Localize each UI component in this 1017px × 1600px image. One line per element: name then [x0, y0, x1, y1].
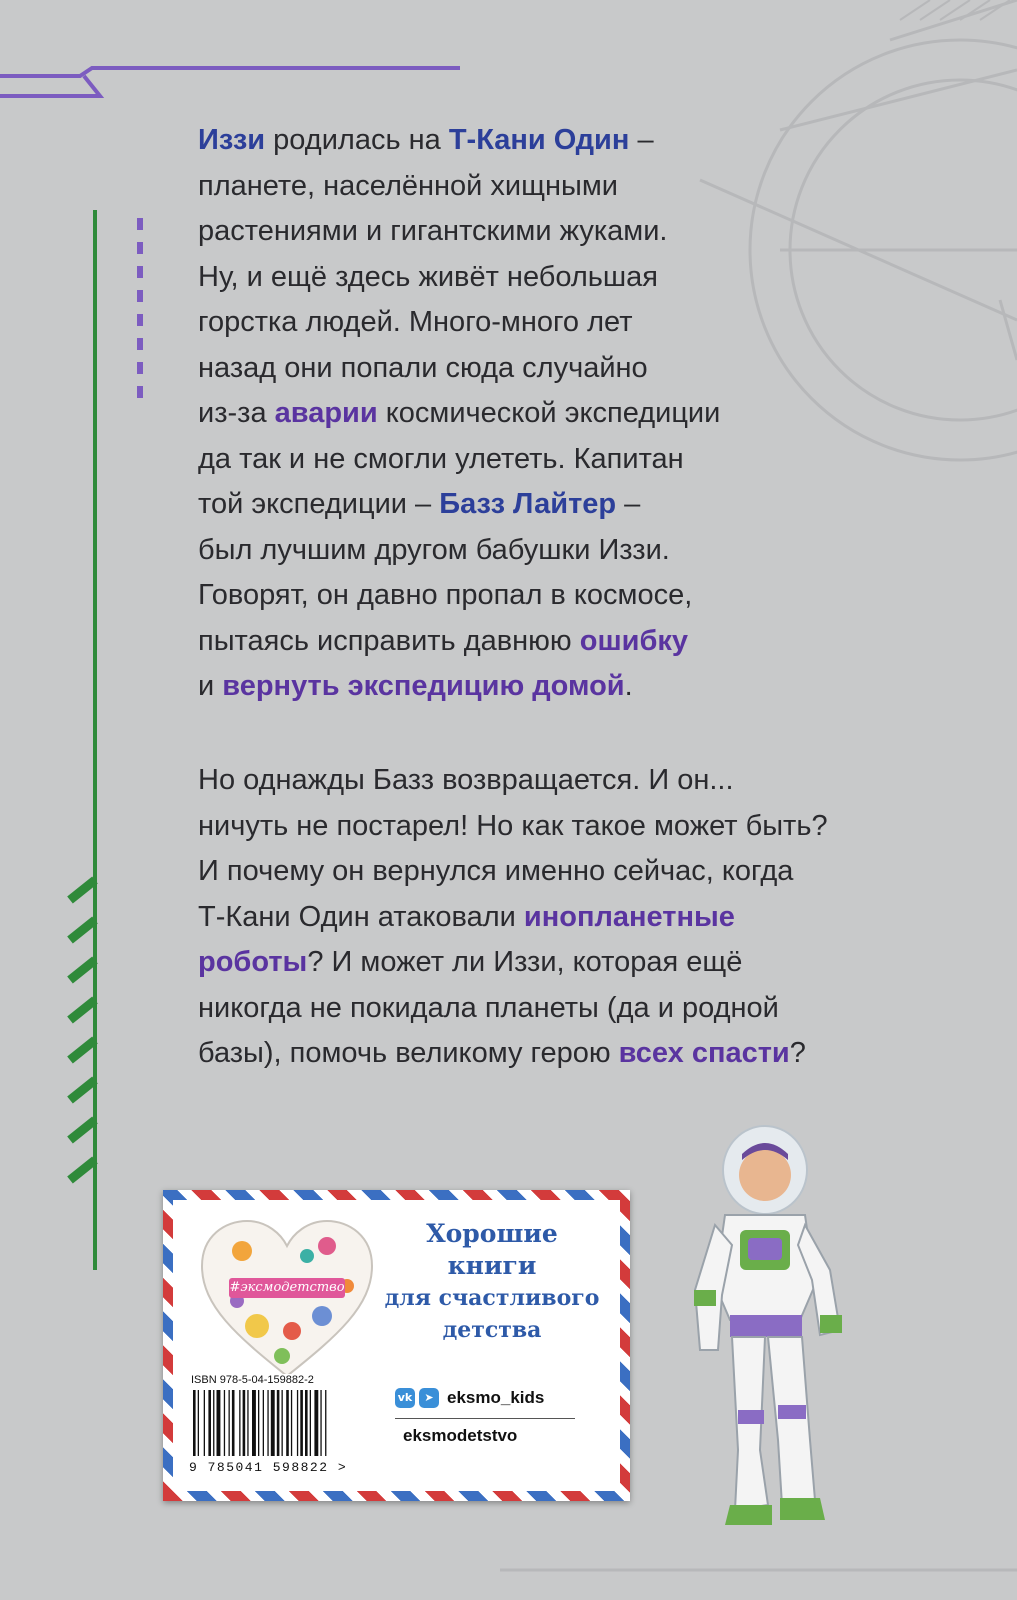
body-text: Говорят, он давно пропал в космосе,: [198, 579, 693, 611]
publisher-card: [163, 1190, 630, 1501]
text-line: [198, 528, 720, 574]
vk-icon: vk: [395, 1388, 415, 1408]
social-handle: eksmo_kids: [447, 1388, 545, 1407]
highlight-text: вернуть экспедицию домой: [222, 670, 625, 702]
barcode-bar: [229, 1390, 230, 1456]
body-text: ничуть не постарел! Но как такое может быть?: [198, 809, 828, 842]
barcode-bar: [305, 1390, 308, 1456]
body-text: растениями и гигантскими жуками.: [198, 215, 668, 247]
purple-stripe-top: [0, 68, 460, 96]
heart-logo: [197, 1216, 377, 1386]
divider: [395, 1418, 575, 1419]
barcode-bar: [291, 1390, 292, 1456]
body-text: никогда не покидала планеты (да и родной: [198, 991, 779, 1024]
hashtag-label: #эксмодетство: [229, 1278, 345, 1298]
body-text: Т-Кани Один атаковали: [198, 900, 524, 933]
highlight-text: Т-Кани Один: [448, 124, 630, 156]
barcode-bar: [208, 1390, 211, 1456]
body-text: базы), помочь великому герою: [198, 1037, 619, 1069]
body-text: –: [629, 124, 654, 156]
barcode-bar: [325, 1390, 326, 1456]
text-line: [198, 437, 720, 483]
slogan-line-1: Хорошие: [426, 1219, 558, 1248]
text-line: [198, 804, 828, 850]
buzz-lightyear-illustration: [680, 1120, 870, 1540]
barcode-bar: [239, 1390, 240, 1456]
highlight-text: Иззи: [198, 124, 266, 156]
body-text: горстка людей. Много-много лет: [198, 306, 633, 338]
body-text: Но однажды Базз возвращается. И он...: [198, 764, 734, 796]
text-line: [198, 940, 828, 986]
barcode-bar: [314, 1390, 318, 1456]
body-text: .: [624, 670, 633, 702]
circle-sketch: [700, 0, 1017, 460]
green-stripe: [70, 210, 95, 1270]
barcode-bar: [277, 1390, 280, 1456]
ean-number: 9 785041 598822 >: [189, 1460, 348, 1475]
highlight-text: Базз Лайтер: [439, 488, 617, 520]
barcode-bar: [297, 1390, 298, 1456]
body-text: родилась на: [265, 124, 449, 156]
barcode-bar: [213, 1390, 214, 1456]
body-text: Ну, и ещё здесь живёт небольшая: [198, 260, 658, 293]
barcode-bar: [198, 1390, 199, 1456]
barcode-bar: [286, 1390, 289, 1456]
text-line: [198, 895, 828, 941]
body-text: космической экспедиции: [377, 397, 721, 429]
social-row: [395, 1388, 544, 1408]
barcode: [191, 1390, 367, 1458]
barcode-bar: [282, 1390, 283, 1456]
isbn-block: [187, 1374, 373, 1474]
body-text: ?: [789, 1037, 806, 1069]
barcode-bar: [217, 1390, 221, 1456]
text-line: [198, 164, 720, 210]
barcode-bar: [193, 1390, 196, 1456]
isbn-text: ISBN 978-5-04-159882-2: [191, 1374, 314, 1386]
barcode-bar: [224, 1390, 225, 1456]
text-line: [198, 300, 720, 346]
text-line: [198, 664, 720, 710]
barcode-bar: [252, 1390, 256, 1456]
hatch-pattern: [900, 0, 1010, 20]
body-text: И почему он вернулся именно сейчас, когда: [198, 855, 794, 887]
highlight-text: аварии: [274, 397, 378, 429]
slogan: [382, 1218, 602, 1346]
description-paragraph-1: [198, 118, 720, 710]
text-line: [198, 1031, 828, 1077]
barcode-bar: [204, 1390, 205, 1456]
body-text: из-за: [198, 397, 275, 429]
text-line: [198, 986, 828, 1032]
text-line: [198, 482, 720, 528]
telegram-icon: ➤: [419, 1388, 439, 1408]
body-text: был лучшим другом бабушки Иззи.: [198, 533, 670, 566]
highlight-text: ошибку: [579, 624, 689, 657]
text-line: [198, 849, 828, 895]
barcode-bar: [243, 1390, 246, 1456]
barcode-bar: [271, 1390, 275, 1456]
body-text: да так и не смогли улететь. Капитан: [198, 442, 684, 475]
barcode-bar: [232, 1390, 235, 1456]
body-text: ? И может ли Иззи, которая ещё: [307, 946, 743, 978]
barcode-bar: [258, 1390, 259, 1456]
text-line: [198, 573, 720, 619]
text-line: [198, 346, 720, 392]
text-line: [198, 391, 720, 437]
slogan-line-4: детства: [442, 1317, 542, 1343]
barcode-bar: [300, 1390, 303, 1456]
body-text: назад они попали сюда случайно: [198, 351, 648, 384]
body-text: пытаясь исправить давнюю: [198, 624, 580, 657]
card-content: [177, 1204, 616, 1487]
text-line: [198, 758, 828, 804]
heart-icon: [197, 1216, 377, 1386]
slogan-line-3: для счастливого: [384, 1285, 600, 1311]
body-text: планете, населённой хищными: [198, 169, 618, 202]
barcode-bar: [247, 1390, 248, 1456]
text-line: [198, 255, 720, 301]
text-line: [198, 619, 720, 665]
body-text: и: [198, 670, 223, 702]
highlight-text: всех спасти: [618, 1037, 790, 1069]
description-paragraph-2: [198, 758, 828, 1077]
barcode-bar: [263, 1390, 264, 1456]
text-line: [198, 209, 720, 255]
body-text: –: [616, 488, 641, 520]
highlight-text: инопланетные: [523, 900, 735, 933]
website-label: eksmodetstvo: [403, 1426, 518, 1445]
barcode-bar: [267, 1390, 268, 1456]
slogan-line-2: книги: [447, 1251, 537, 1280]
text-line: [198, 118, 720, 164]
highlight-text: роботы: [198, 946, 308, 978]
barcode-bar: [310, 1390, 311, 1456]
body-text: той экспедиции –: [198, 488, 440, 520]
barcode-bar: [320, 1390, 321, 1456]
